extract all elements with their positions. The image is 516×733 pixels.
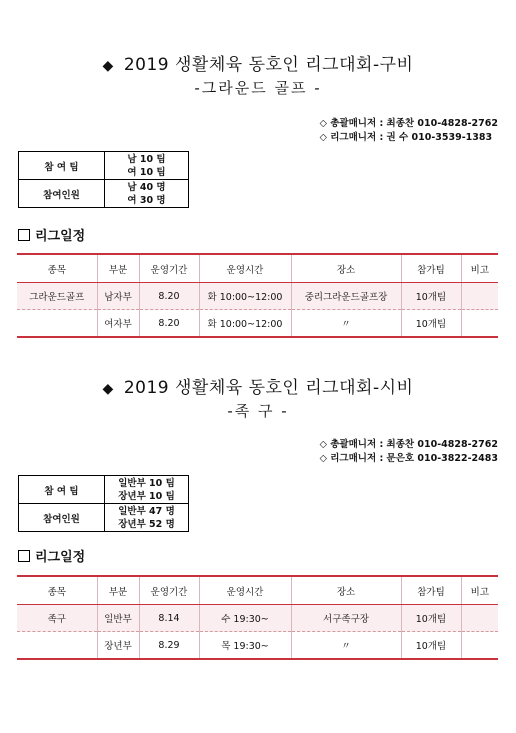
section1-title: ◆ 2019 생활체육 동호인 리그대회-구비 (102, 55, 414, 75)
table-row (17, 605, 498, 632)
table-header-row (17, 576, 498, 605)
teams-row (19, 152, 189, 180)
teams-label: 참 여 팀 (19, 476, 105, 504)
section1-summary-table (18, 151, 189, 208)
column-header: 참가팀 (401, 254, 461, 283)
table-cell: 8.20 (139, 310, 199, 338)
table-cell: 10개팀 (401, 632, 461, 660)
table-cell: 화 10:00~12:00 (199, 283, 291, 310)
section1-subtitle: -그라운드 골프 - (194, 79, 322, 97)
table-row (17, 283, 498, 310)
table-cell: 수 19:30~ (199, 605, 291, 632)
table-header-row (17, 254, 498, 283)
square-outline-icon (18, 550, 30, 562)
table-cell: 〃 (291, 632, 401, 660)
section2-summary-table (18, 475, 189, 532)
participants-label: 참여인원 (19, 504, 105, 532)
teams-value: 남 10 팀 여 10 팀 (105, 152, 189, 180)
participants-label: 참여인원 (19, 180, 105, 208)
table-cell (461, 310, 498, 338)
section2-schedule-table (17, 575, 498, 660)
section1-schedule-table (17, 253, 498, 338)
table-cell: 8.14 (139, 605, 199, 632)
section2-subtitle: -족 구 - (227, 402, 289, 420)
column-header: 종목 (17, 576, 97, 605)
diamond-icon: ◆ (102, 58, 114, 74)
participants-row (19, 504, 189, 532)
table-cell (17, 632, 97, 660)
participants-value: 일반부 47 명 장년부 52 명 (105, 504, 189, 532)
table-row (17, 632, 498, 660)
participants-row (19, 180, 189, 208)
table-cell (461, 632, 498, 660)
table-cell: 여자부 (97, 310, 139, 338)
table-cell: 10개팀 (401, 310, 461, 338)
table-cell: 장년부 (97, 632, 139, 660)
diamond-icon: ◆ (102, 381, 114, 397)
section2-league-heading: 리그일정 (18, 546, 85, 565)
general-manager-line: ◇ 총괄매니저 : 최종찬 010-4828-2762 (319, 118, 498, 129)
table-cell (461, 283, 498, 310)
table-cell: 화 10:00~12:00 (199, 310, 291, 338)
column-header: 운영시간 (199, 576, 291, 605)
column-header: 비고 (461, 576, 498, 605)
table-cell: 목 19:30~ (199, 632, 291, 660)
column-header: 부분 (97, 254, 139, 283)
table-cell: 중리그라운드골프장 (291, 283, 401, 310)
table-cell: 10개팀 (401, 605, 461, 632)
column-header: 참가팀 (401, 576, 461, 605)
table-row (17, 310, 498, 338)
table-cell (17, 310, 97, 338)
teams-row (19, 476, 189, 504)
column-header: 운영시간 (199, 254, 291, 283)
square-outline-icon (18, 229, 30, 241)
column-header: 장소 (291, 576, 401, 605)
table-cell: 10개팀 (401, 283, 461, 310)
table-cell: 일반부 (97, 605, 139, 632)
section2-contacts (320, 438, 498, 466)
section1-league-heading: 리그일정 (18, 225, 85, 244)
table-cell: 족구 (17, 605, 97, 632)
league-manager-line: ◇ 리그매니저 : 문은호 010-3822-2483 (319, 453, 498, 464)
column-header: 비고 (461, 254, 498, 283)
column-header: 종목 (17, 254, 97, 283)
table-cell: 〃 (291, 310, 401, 338)
teams-label: 참 여 팀 (19, 152, 105, 180)
table-cell: 8.29 (139, 632, 199, 660)
table-cell: 그라운드골프 (17, 283, 97, 310)
general-manager-line: ◇ 총괄매니저 : 최종찬 010-4828-2762 (319, 439, 498, 450)
teams-value: 일반부 10 팀 장년부 10 팀 (105, 476, 189, 504)
column-header: 부분 (97, 576, 139, 605)
table-cell: 8.20 (139, 283, 199, 310)
section2-title: ◆ 2019 생활체육 동호인 리그대회-시비 (102, 378, 414, 398)
table-cell: 서구족구장 (291, 605, 401, 632)
participants-value: 남 40 명 여 30 명 (105, 180, 189, 208)
column-header: 장소 (291, 254, 401, 283)
league-manager-line: ◇ 리그매니저 : 권 수 010-3539-1383 (319, 132, 493, 143)
table-cell (461, 605, 498, 632)
table-cell: 남자부 (97, 283, 139, 310)
column-header: 운영기간 (139, 576, 199, 605)
section1-contacts (320, 117, 498, 145)
column-header: 운영기간 (139, 254, 199, 283)
